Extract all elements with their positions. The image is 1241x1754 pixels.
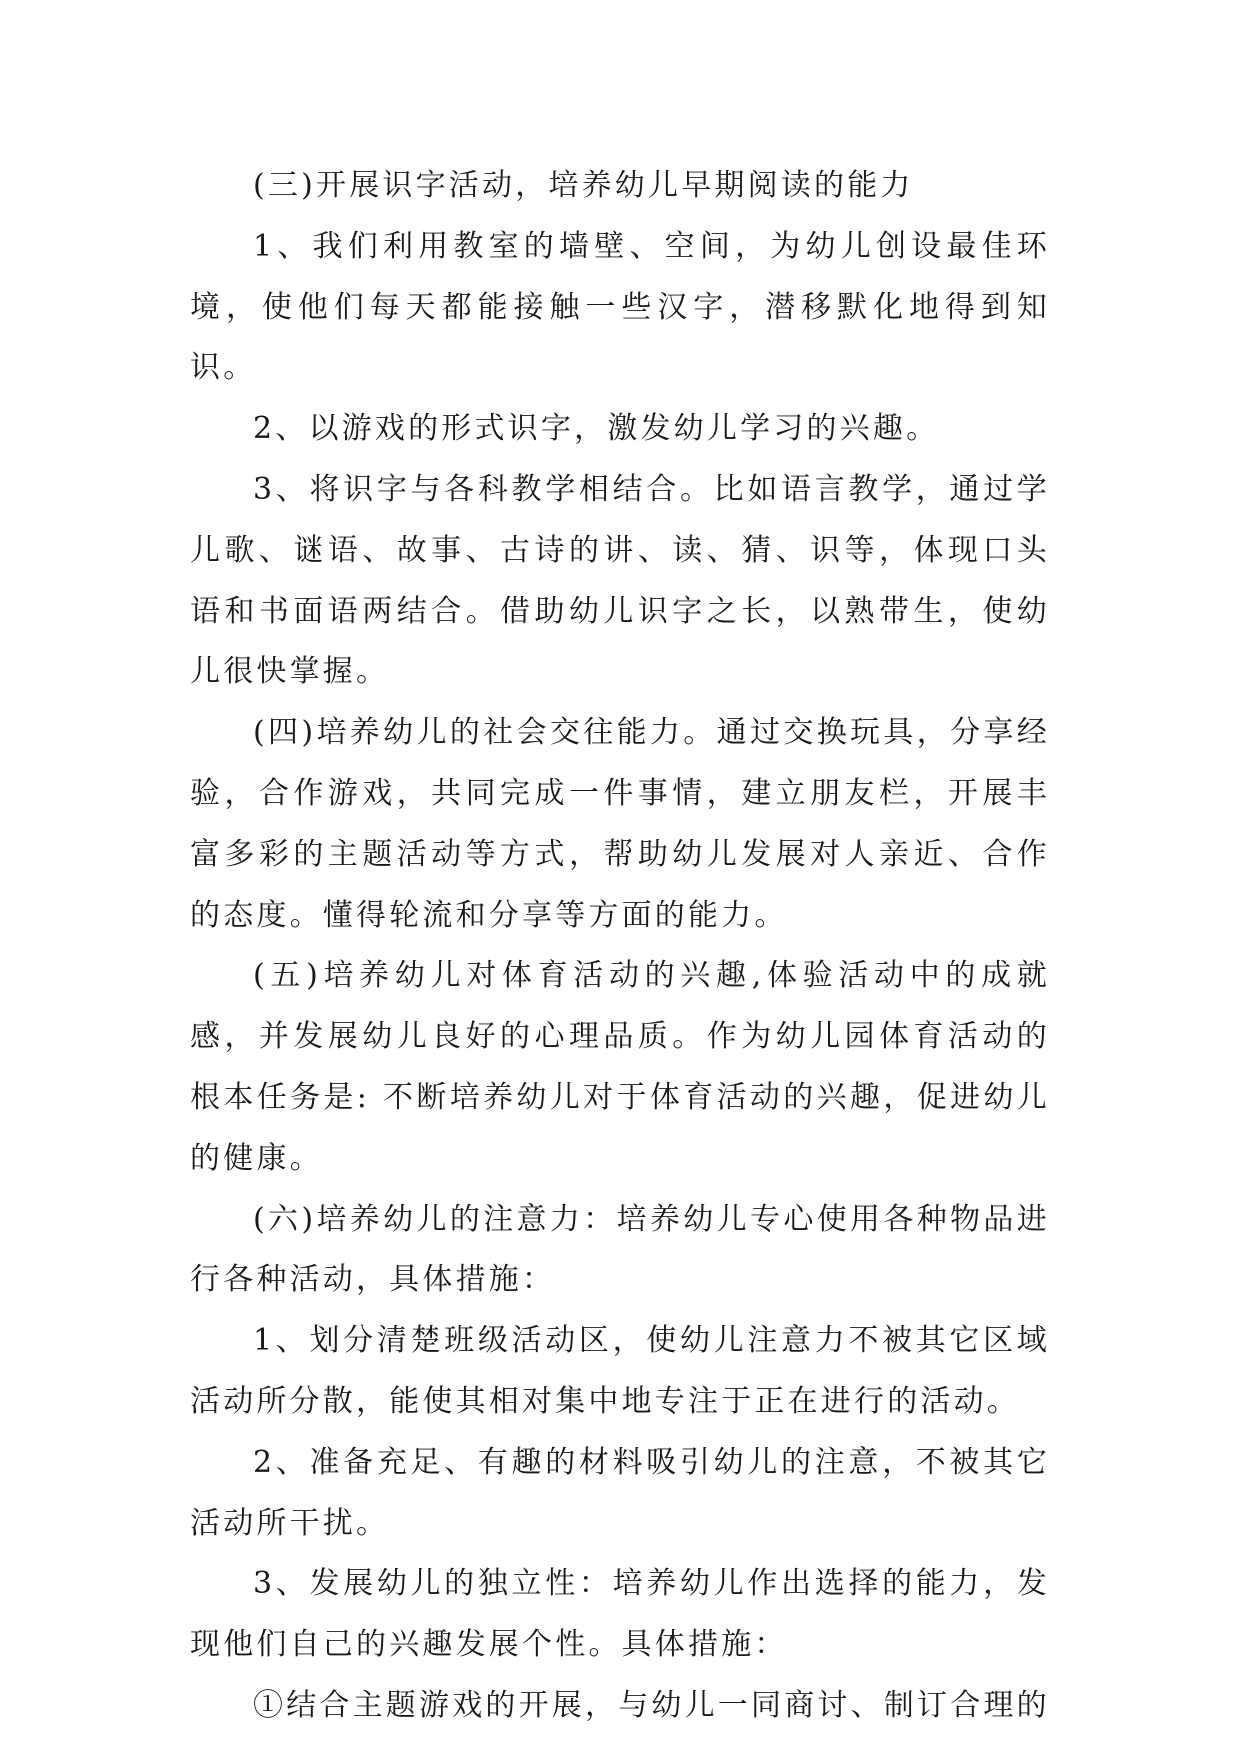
paragraph-game-literacy: 2、以游戏的形式识字，激发幼儿学习的兴趣。 — [253, 411, 940, 447]
document-body — [190, 156, 1050, 1737]
paragraph-physical-activity: (五)培养幼儿对体育活动的兴趣,体验活动中的成就感，并发展幼儿良好的心理品质。作为幼儿园体育活动的根本任务是: 不断培养幼儿对于体育活动的兴趣，促进幼儿的健康。 — [190, 958, 1050, 1176]
paragraph-activity-areas: 1、划分清楚班级活动区，使幼儿注意力不被其它区域活动所分散，能使其相对集中地专注于正在进行的活动。 — [190, 1323, 1050, 1419]
paragraph-independence: 3、发展幼儿的独立性：培养幼儿作出选择的能力，发现他们自己的兴趣发展个性。具体措施： — [190, 1566, 1050, 1663]
paragraph-theme-games: ①结合主题游戏的开展，与幼儿一同商讨、制订合理的 — [253, 1687, 1050, 1723]
paragraph-attention: (六)培养幼儿的注意力：培养幼儿专心使用各种物品进行各种活动，具体措施： — [190, 1201, 1050, 1298]
section-heading-literacy: (三)开展识字活动，培养幼儿早期阅读的能力 — [253, 168, 914, 203]
paragraph-materials: 2、准备充足、有趣的材料吸引幼儿的注意，不被其它活动所干扰。 — [190, 1444, 1050, 1541]
paragraph-classroom-walls: 1、我们利用教室的墙壁、空间，为幼儿创设最佳环境，使他们每天都能接触一些汉字，潜移默化地得到知识。 — [190, 228, 1050, 386]
paragraph-subject-integration: 3、将识字与各科教学相结合。比如语言教学，通过学儿歌、谜语、故事、古诗的讲、读、猜、识等，体现口头语和书面语两结合。借助幼儿识字之长，以熟带生，使幼儿很快掌握。 — [190, 471, 1050, 690]
paragraph-social-skills: (四)培养幼儿的社会交往能力。通过交换玩具，分享经验，合作游戏，共同完成一件事情，建立朋友栏，开展丰富多彩的主题活动等方式，帮助幼儿发展对人亲近、合作的态度。懂得轮流和分享等方面的能力。 — [190, 715, 1050, 933]
